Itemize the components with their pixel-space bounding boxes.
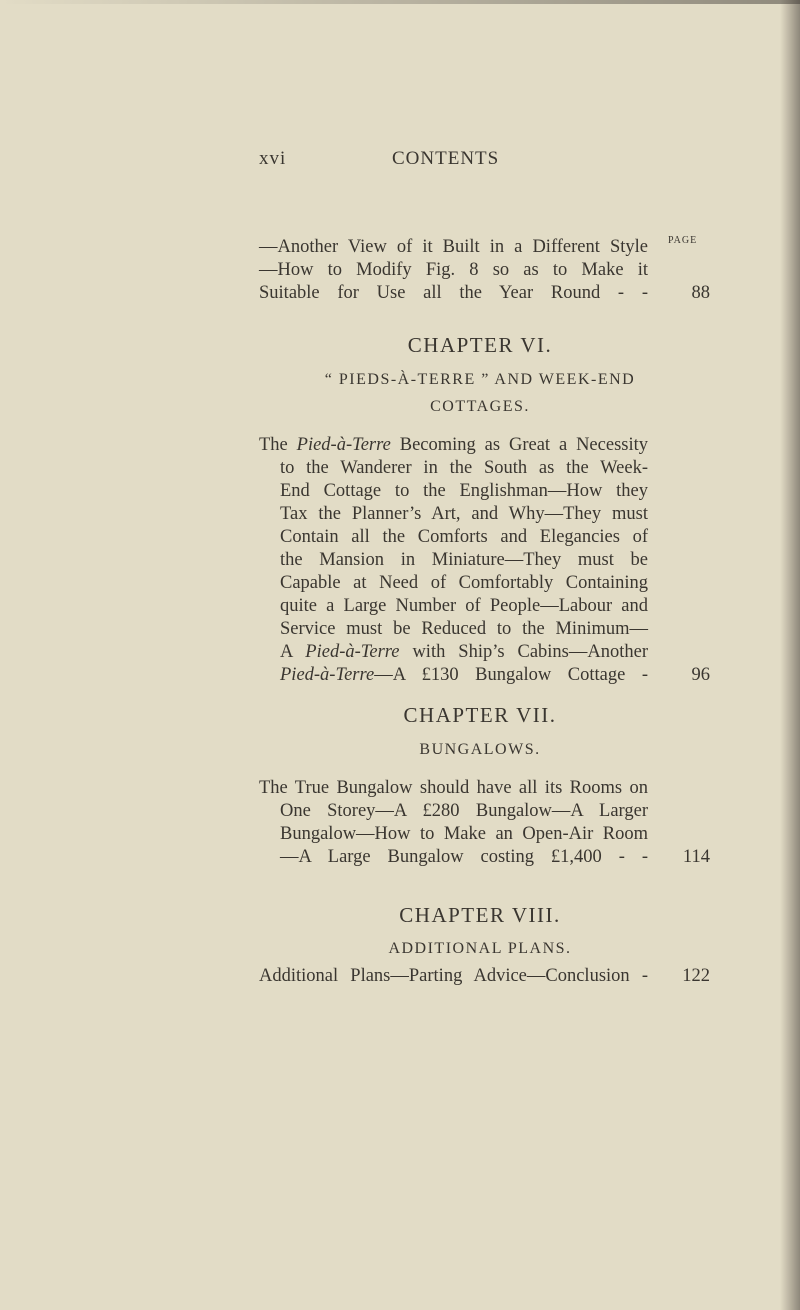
text-run: Additional Plans—Parting Advice—Conclusion - [259, 966, 648, 986]
text-run: to the Wanderer in the South as the Week- [280, 458, 648, 478]
running-title: CONTENTS [392, 148, 500, 169]
entry-line [280, 823, 648, 846]
entry-line [280, 503, 648, 526]
line-text [259, 260, 648, 280]
chapter-heading: CHAPTER VIII. [399, 903, 561, 927]
line-text [259, 966, 648, 986]
text-run: Suitable for Use all the Year Round - - [259, 283, 648, 303]
entry-line [259, 282, 648, 305]
line-text [280, 619, 648, 639]
italic-term: Pied-à-Terre [296, 435, 391, 455]
text-run: End Cottage to the Englishman—How they [280, 481, 648, 501]
page-edge-shadow [780, 0, 800, 1310]
entry-line [280, 641, 648, 664]
entry-line [259, 236, 648, 259]
entry-line [259, 434, 648, 457]
italic-term: Pied-à-Terre [280, 665, 375, 685]
line-text [259, 435, 648, 455]
entry-line [259, 259, 648, 282]
text-run: The [259, 435, 297, 455]
line-text [280, 573, 648, 593]
text-run: Contain all the Comforts and Elegancies of [280, 527, 648, 547]
line-text [280, 847, 648, 867]
text-run: Tax the Planner’s Art, and Why—They must [280, 504, 648, 524]
chapter-subtitle: ADDITIONAL PLANS. [388, 940, 572, 957]
page-top-edge [0, 0, 800, 4]
line-text [280, 665, 648, 685]
page-reference: 88 [691, 283, 710, 303]
entry-line [280, 664, 648, 687]
line-text [280, 458, 648, 478]
line-text [280, 801, 648, 821]
entry-line [280, 595, 648, 618]
text-run: quite a Large Number of People—Labour and [280, 596, 648, 616]
entry-line [259, 965, 648, 988]
chapter-heading: CHAPTER VI. [407, 333, 553, 357]
entry-line [280, 549, 648, 572]
line-text [280, 642, 648, 662]
italic-term: Pied-à-Terre [305, 642, 400, 662]
line-text [259, 778, 648, 798]
text-run: the Mansion in Miniature—They must be [280, 550, 648, 570]
page-reference: 96 [691, 665, 710, 685]
entry-line [259, 777, 648, 800]
text-run: with Ship’s Cabins—Another [399, 642, 649, 662]
entry-line [280, 457, 648, 480]
text-run: —How to Modify Fig. 8 so as to Make it [259, 260, 648, 280]
chapter-heading: CHAPTER VII. [403, 703, 557, 727]
entry-line [280, 572, 648, 595]
chapter-subtitle: “ PIEDS-À-TERRE ” AND WEEK-END [324, 371, 636, 388]
text-run: Becoming as Great a Necessity [390, 435, 648, 455]
line-text [259, 237, 648, 257]
text-run: —A Large Bungalow costing £1,400 - - [280, 847, 648, 867]
line-text [280, 481, 648, 501]
line-text [280, 824, 648, 844]
page-number-roman: xvi [259, 148, 287, 169]
page-reference: 122 [682, 966, 710, 986]
text-run: Bungalow—How to Make an Open-Air Room [280, 824, 648, 844]
text-run: Service must be Reduced to the Minimum— [280, 619, 648, 639]
chapter-subtitle: BUNGALOWS. [419, 741, 541, 758]
line-text [280, 550, 648, 570]
text-run: The True Bungalow should have all its Rooms on [259, 778, 648, 798]
line-text [259, 283, 648, 303]
text-run: A [280, 642, 306, 662]
text-run: —A £130 Bungalow Cottage - [374, 665, 648, 685]
line-text [280, 596, 648, 616]
text-run: One Storey—A £280 Bungalow—A Larger [280, 801, 648, 821]
entry-line [280, 526, 648, 549]
line-text [280, 527, 648, 547]
entry-line [280, 618, 648, 641]
page-column-label: PAGE [668, 235, 698, 246]
entry-line [280, 480, 648, 503]
text-run: Capable at Need of Comfortably Containing [280, 573, 648, 593]
chapter-subtitle: COTTAGES. [430, 398, 530, 415]
text-run: —Another View of it Built in a Different Style [259, 237, 648, 257]
line-text [280, 504, 648, 524]
entry-line [280, 846, 648, 869]
page-reference: 114 [682, 847, 710, 867]
entry-line [280, 800, 648, 823]
